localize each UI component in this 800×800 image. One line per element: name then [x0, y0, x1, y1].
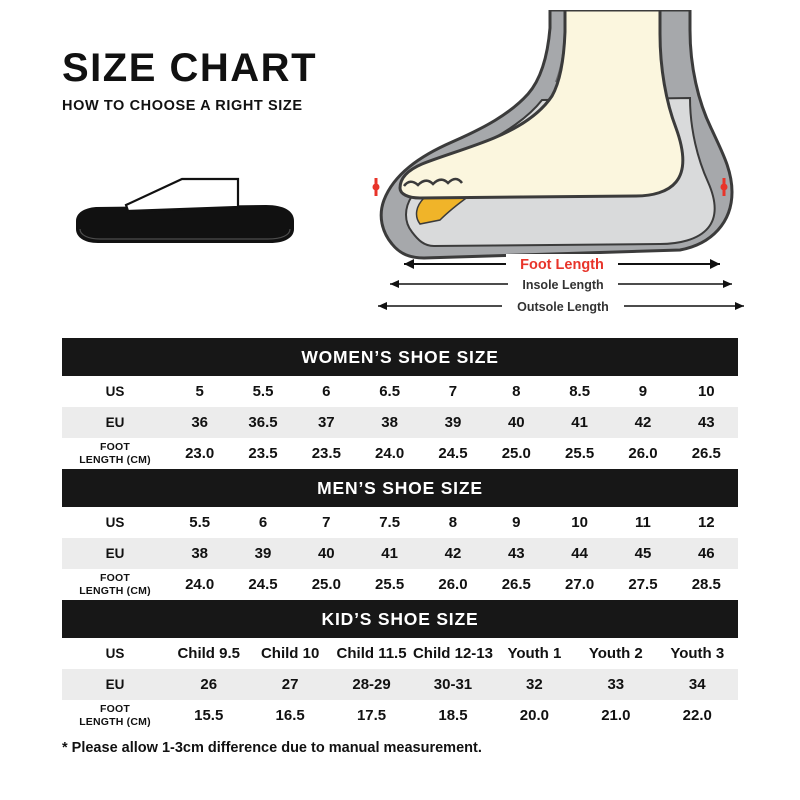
- row-label: EU: [62, 669, 168, 700]
- row-label-line1: FOOT: [100, 441, 130, 454]
- table-row: [62, 669, 738, 700]
- sandal-strap: [126, 179, 238, 211]
- womens-size-table: [62, 338, 738, 469]
- sandal-sole: [76, 205, 294, 243]
- cell: Child 10: [249, 638, 330, 669]
- cell: 11: [611, 507, 674, 538]
- table-row: [62, 569, 738, 600]
- table-row: [62, 407, 738, 438]
- cell: 23.5: [231, 438, 294, 469]
- cell: Child 11.5: [331, 638, 412, 669]
- cell: 27.5: [611, 569, 674, 600]
- row-label: EU: [62, 407, 168, 438]
- outsole-length-dimension: [378, 297, 744, 315]
- cell: 32: [494, 669, 575, 700]
- outsole-length-label: Outsole Length: [517, 300, 609, 314]
- cell: 10: [675, 376, 738, 407]
- cell: 22.0: [657, 700, 738, 731]
- cell: 25.5: [358, 569, 421, 600]
- cell: 9: [611, 376, 674, 407]
- cell: 24.5: [421, 438, 484, 469]
- cell: 8: [421, 507, 484, 538]
- cell: 38: [168, 538, 231, 569]
- cell: 5.5: [168, 507, 231, 538]
- kids-size-table: [62, 600, 738, 731]
- cell: 44: [548, 538, 611, 569]
- slide-sandal-illustration: [70, 175, 300, 250]
- mens-size-table: [62, 469, 738, 600]
- cell: 36: [168, 407, 231, 438]
- row-label: US: [62, 638, 168, 669]
- row-label: US: [62, 376, 168, 407]
- row-label: [62, 700, 168, 731]
- mens-table-heading: MEN’S SHOE SIZE: [62, 469, 738, 507]
- page-subtitle: HOW TO CHOOSE A RIGHT SIZE: [62, 98, 303, 114]
- cell: 9: [485, 507, 548, 538]
- cell: 24.0: [358, 438, 421, 469]
- cell: Child 12-13: [412, 638, 493, 669]
- cell: 39: [231, 538, 294, 569]
- cell: 5: [168, 376, 231, 407]
- cell: 30-31: [412, 669, 493, 700]
- table-row: [62, 700, 738, 731]
- cell: 20.0: [494, 700, 575, 731]
- row-label-line2: LENGTH (CM): [79, 453, 151, 466]
- cell: 39: [421, 407, 484, 438]
- table-row: [62, 376, 738, 407]
- cell: 43: [485, 538, 548, 569]
- cell: 42: [611, 407, 674, 438]
- size-tables: [62, 338, 738, 731]
- cell: 5.5: [231, 376, 294, 407]
- cell: 10: [548, 507, 611, 538]
- row-label-line1: FOOT: [100, 572, 130, 585]
- cell: 27.0: [548, 569, 611, 600]
- cell: 42: [421, 538, 484, 569]
- cell: 26.0: [421, 569, 484, 600]
- cell: 28-29: [331, 669, 412, 700]
- row-label: [62, 438, 168, 469]
- foot-measurement-diagram: [360, 10, 780, 320]
- row-label-line1: FOOT: [100, 703, 130, 716]
- cell: 7: [421, 376, 484, 407]
- table-row: [62, 507, 738, 538]
- cell: 12: [675, 507, 738, 538]
- row-label: EU: [62, 538, 168, 569]
- cell: Child 9.5: [168, 638, 249, 669]
- cell: 6: [231, 507, 294, 538]
- cell: 25.0: [485, 438, 548, 469]
- row-label: US: [62, 507, 168, 538]
- cell: 33: [575, 669, 656, 700]
- cell: 21.0: [575, 700, 656, 731]
- cell: Youth 1: [494, 638, 575, 669]
- cell: 7.5: [358, 507, 421, 538]
- cell: 41: [548, 407, 611, 438]
- cell: 8.5: [548, 376, 611, 407]
- cell: 16.5: [249, 700, 330, 731]
- cell: 41: [358, 538, 421, 569]
- cell: 23.5: [295, 438, 358, 469]
- cell: Youth 3: [657, 638, 738, 669]
- cell: 26: [168, 669, 249, 700]
- row-label: [62, 569, 168, 600]
- cell: 27: [249, 669, 330, 700]
- cell: 25.0: [295, 569, 358, 600]
- cell: 15.5: [168, 700, 249, 731]
- insole-length-dimension: [390, 275, 732, 293]
- cell: 46: [675, 538, 738, 569]
- cell: 28.5: [675, 569, 738, 600]
- cell: 23.0: [168, 438, 231, 469]
- cell: Youth 2: [575, 638, 656, 669]
- cell: 26.0: [611, 438, 674, 469]
- cell: 26.5: [485, 569, 548, 600]
- cell: 34: [657, 669, 738, 700]
- cell: 24.5: [231, 569, 294, 600]
- cell: 6: [295, 376, 358, 407]
- cell: 40: [485, 407, 548, 438]
- foot-length-label: Foot Length: [520, 257, 604, 273]
- cell: 25.5: [548, 438, 611, 469]
- page-header: [62, 48, 362, 114]
- cell: 18.5: [412, 700, 493, 731]
- cell: 6.5: [358, 376, 421, 407]
- kids-table-heading: KID’S SHOE SIZE: [62, 600, 738, 638]
- womens-table-heading: WOMEN’S SHOE SIZE: [62, 338, 738, 376]
- cell: 38: [358, 407, 421, 438]
- cell: 43: [675, 407, 738, 438]
- page-title: SIZE CHART: [62, 46, 317, 90]
- row-label-line2: LENGTH (CM): [79, 584, 151, 597]
- cell: 45: [611, 538, 674, 569]
- cell: 17.5: [331, 700, 412, 731]
- measurement-footnote: * Please allow 1-3cm difference due to manual measurement.: [62, 740, 482, 756]
- table-row: [62, 638, 738, 669]
- cell: 37: [295, 407, 358, 438]
- insole-length-label: Insole Length: [522, 278, 604, 292]
- table-row: [62, 538, 738, 569]
- cell: 26.5: [675, 438, 738, 469]
- cell: 7: [295, 507, 358, 538]
- row-label-line2: LENGTH (CM): [79, 715, 151, 728]
- cell: 40: [295, 538, 358, 569]
- cell: 36.5: [231, 407, 294, 438]
- cell: 24.0: [168, 569, 231, 600]
- cell: 8: [485, 376, 548, 407]
- table-row: [62, 438, 738, 469]
